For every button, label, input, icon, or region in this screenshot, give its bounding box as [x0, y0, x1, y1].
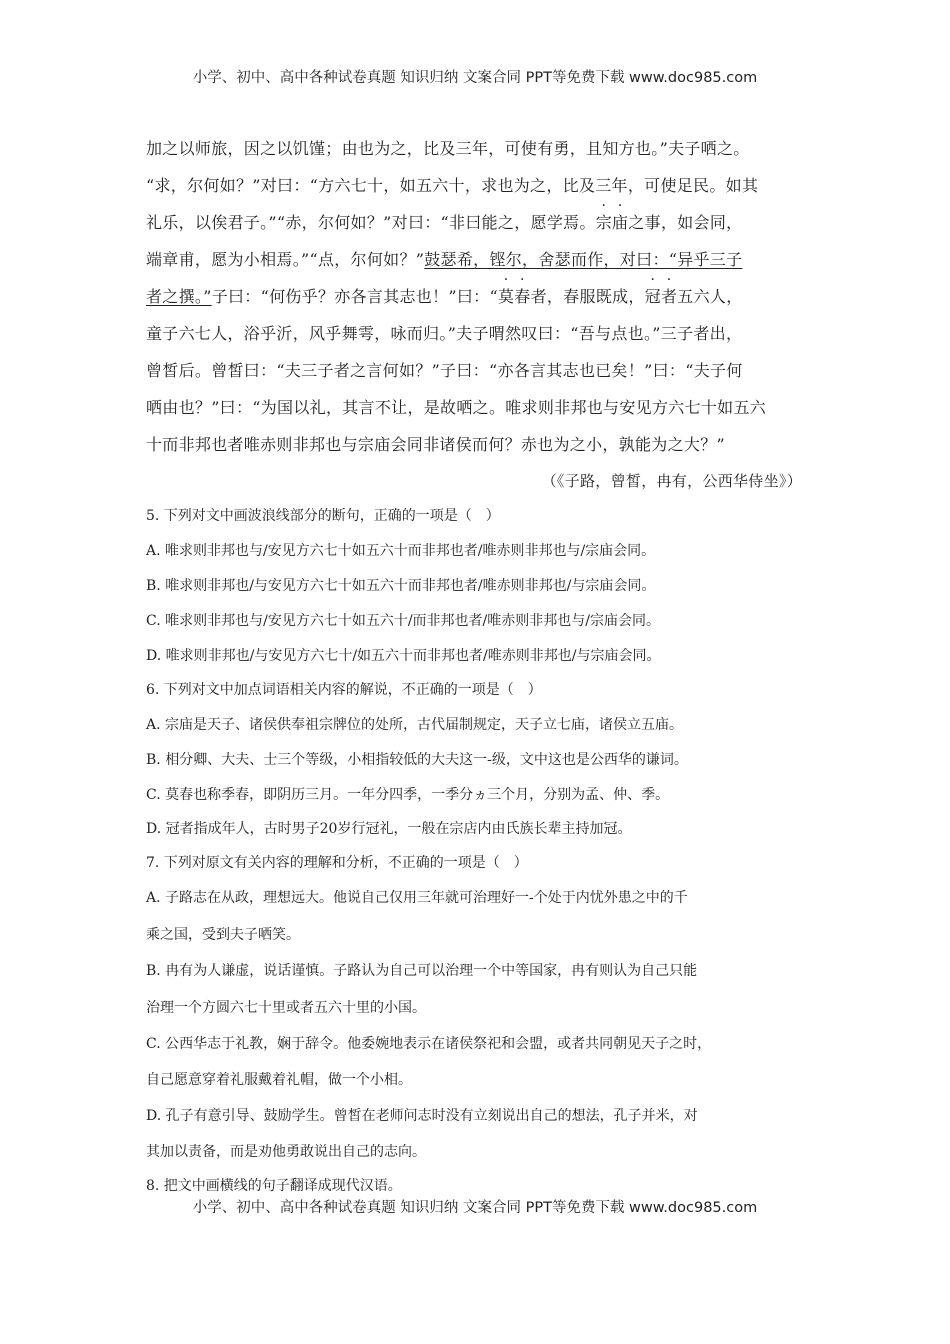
dotted-word: 庙	[612, 213, 629, 232]
passage-line	[146, 286, 743, 308]
question-6-option-d: D. 冠者指成年人，古时男子20岁行冠礼，一般在宗店内由氏族长辈主持加冠。	[146, 821, 632, 837]
question-6-option-c: C. 莫春也称季春，即阴历三月。一年分四季，一季分ヵ三个月，分别为孟、仲、季。	[146, 787, 670, 803]
passage-text: 五六人，	[677, 287, 743, 306]
question-7-stem: 7. 下列对原文有关内容的理解和分析，不正确的一项是（ ）	[146, 855, 528, 871]
dotted-word: 冠	[644, 287, 661, 306]
passage-text: 者，春服既成，	[530, 287, 645, 306]
passage-line: 童子六七人，浴乎沂，风乎舞雩，咏而归。”夫子喟然叹曰：“吾与点也。”三子者出，	[146, 324, 743, 343]
question-7-option-c: C. 公西华志于礼教，娴于辞令。他委婉地表示在诸侯祭祀和会盟，或者共同朝见天子之时，	[146, 1036, 712, 1052]
question-7-option-a: A. 子路志在从政，理想远大。他说自己仅用三年就可治理好一-个处于内忧外患之中的千	[146, 890, 688, 906]
passage-line: 加之以师旅，因之以饥馑；由也为之，比及三年，可使有勇，且知方也。”夫子哂之。	[146, 139, 750, 158]
question-5-stem: 5. 下列对文中画波浪线部分的断句，正确的一项是（ ）	[146, 508, 500, 524]
question-5-option-a: A. 唯求则非邦也与/安见方六七十如五六十而非邦也者/唯赤则非邦也与/宗庙会同。	[146, 543, 656, 559]
question-8-stem: 8. 把文中画横线的句子翻译成现代汉语。	[146, 1178, 402, 1194]
question-6-stem: 6. 下列对文中加点词语相关内容的解说，不正确的一项是（ ）	[146, 682, 542, 698]
passage-text: 端章甫，愿为小相焉。”“点，尔何如？”	[146, 250, 425, 269]
passage-text: 礼乐，以俟君子。”“赤，尔何如？”对曰：“非曰能之，愿学焉。	[146, 213, 596, 232]
passage-source: （《子路，曾皙，冉有，公西华侍坐》）	[541, 472, 802, 490]
question-7-option-b-cont: 治理一个方圆六七十里或者五六十里的小国。	[146, 1000, 426, 1016]
passage-line: “求，尔何如？”对曰：“方六七十，如五六十，求也为之，比及三年，可使足民。如其	[146, 176, 759, 195]
page-header: 小学、初中、高中各种试卷真题 知识归纳 文案合同 PPT等免费下载 www.doc985.com	[192, 70, 758, 86]
passage-line	[146, 249, 742, 271]
question-6-option-b: B. 相分卿、大夫、士三个等级，小相指较低的大夫这一-级，文中这也是公西华的谦词。	[146, 752, 688, 768]
question-5-option-d: D. 唯求则非邦也/与安见方六七十/如五六十而非邦也者/唯赤则非邦也/与宗庙会同。	[146, 648, 661, 664]
dotted-word: 宗	[595, 213, 613, 232]
passage-line	[146, 212, 742, 234]
question-7-option-d-cont: 其加以责备，而是劝他勇敢说出自己的志向。	[146, 1144, 426, 1160]
question-7-option-d: D. 孔子有意引导、鼓励学生。曾皙在老师问志时没有立刻说出自己的想法，孔子并米，对	[146, 1108, 698, 1124]
question-6-option-a: A. 宗庙是天子、诸侯供奉祖宗牌位的处所，古代届制规定，天子立七庙，诸侯立五庙。	[146, 717, 684, 733]
dotted-word: 者	[660, 287, 678, 306]
dotted-word: 春	[514, 287, 531, 306]
passage-line: 十而非邦也者唯赤则非邦也与宗庙会同非诸侯而何？赤也为之小，孰能为之大？”	[146, 435, 725, 454]
question-5-option-c: C. 唯求则非邦也与/安见方六七十如五六十/而非邦也者/唯赤则非邦也与/宗庙会同。	[146, 613, 660, 629]
passage-text: 之事，如会同，	[628, 213, 743, 232]
passage-text: 子曰：“何伤乎？亦各言其志也！”曰：“	[211, 287, 498, 306]
passage-line: 曾皙后。曾皙曰：“夫三子者之言何如？”子曰：“亦各言其志也已矣！”曰：“夫子何	[146, 361, 743, 380]
question-7-option-b: B. 冉有为人谦虚，说话谨慎。子路认为自己可以治理一个中等国家，冉有则认为自己只能	[146, 963, 698, 979]
underlined-sentence: 者之撰。”	[146, 287, 212, 306]
passage-line: 哂由也？”曰：“为国以礼，其言不让，是故哂之。唯求则非邦也与安见方六七十如五六	[146, 398, 767, 417]
question-7-option-c-cont: 自己愿意穿着礼服戴着礼帽，做一个小相。	[146, 1072, 412, 1088]
underlined-sentence: 鼓瑟希，铿尔，舍瑟而作，对曰：“异乎三子	[424, 250, 743, 269]
question-5-option-b: B. 唯求则非邦也/与安见方六七十如五六十而非邦也者/唯赤则非邦也/与宗庙会同。	[146, 578, 656, 594]
question-7-option-a-cont: 乘之国，受到夫子哂笑。	[146, 927, 300, 943]
dotted-word: 莫	[497, 287, 515, 306]
page-footer: 小学、初中、高中各种试卷真题 知识归纳 文案合同 PPT等免费下载 www.doc985.com	[192, 1200, 758, 1216]
